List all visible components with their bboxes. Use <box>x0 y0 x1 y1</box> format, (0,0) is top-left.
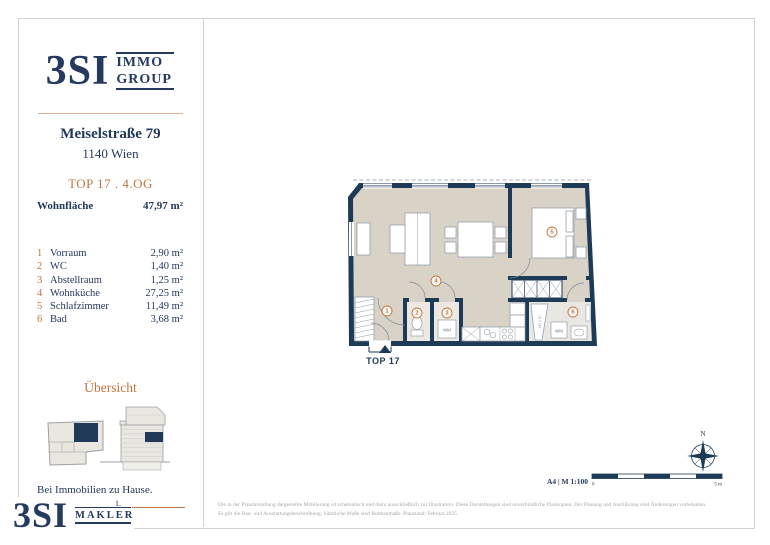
storage-fixtures <box>438 320 456 338</box>
marker-2 <box>412 308 422 318</box>
unit-label: TOP 17 <box>366 356 400 366</box>
overview-elevation <box>100 405 170 475</box>
logo-word-immo: IMMO <box>116 55 164 71</box>
disclaimer-line2: Es gilt die Bau- und Ausstattungsbeschreibung. Sämtliche Maße sind Rohbaumaße. Planstand: Februar 2025 <box>218 511 457 517</box>
brand-logo <box>40 42 180 100</box>
logo-rule-bottom <box>116 88 174 90</box>
compass-rose <box>685 428 721 474</box>
room-name: Schlafzimmer <box>50 301 109 313</box>
living-area-label: Wohnfläche <box>37 200 94 212</box>
bath-sink <box>571 326 587 339</box>
room-name: Wohnküche <box>50 287 100 299</box>
compass-star-icon <box>687 440 719 472</box>
brand-tagline: Bei Immobilien zu Hause. <box>37 484 153 496</box>
room-area: 3,68 m² <box>150 314 183 326</box>
dining-table <box>458 222 493 257</box>
brand-logo-subtext <box>116 52 174 90</box>
sideboard <box>357 223 370 255</box>
room-area: 11,49 m² <box>145 301 183 313</box>
compass-north-label: N <box>700 430 706 438</box>
nightstand <box>576 208 586 219</box>
floorplan-drawing <box>345 175 605 370</box>
room-number: 4 <box>37 287 43 299</box>
radiator <box>586 305 590 321</box>
svg-text:1: 1 <box>385 308 389 315</box>
room-number: 3 <box>37 274 43 286</box>
room-number: 2 <box>37 261 43 273</box>
disclaimer-line1: Die in der Plandarstellung dargestellte Möblierung ist schematisch und dient ausschließlich zur Illustration. Diese Darstellungen sind unverbindliche Plankopien. Der Planung und Ausführung sind Änderungen vorbehalten. <box>218 502 707 508</box>
room-area: 27,25 m² <box>145 287 183 299</box>
disclaimer <box>218 501 751 519</box>
accent-hairline <box>38 113 183 114</box>
brand-logo-text: 3SI <box>45 48 110 94</box>
unit-title: TOP 17 . 4.OG <box>68 176 153 191</box>
svg-text:2: 2 <box>415 310 419 317</box>
footer-logo-subtext <box>75 507 134 524</box>
svg-text:6: 6 <box>571 309 575 316</box>
wm-label: WM <box>443 327 451 333</box>
kitchen-tall-unit <box>510 315 525 327</box>
toilet <box>412 317 422 330</box>
room-name: Bad <box>50 314 67 326</box>
scale-bar <box>591 473 723 487</box>
room-name: WC <box>50 261 67 273</box>
entry-wardrobe <box>355 297 374 341</box>
living-area-row <box>37 200 183 212</box>
marker-6 <box>568 307 578 317</box>
room-row <box>37 287 183 300</box>
footnote-marker: 1. <box>115 499 121 508</box>
svg-text:3: 3 <box>445 310 449 317</box>
sofa-chaise <box>390 225 405 253</box>
footer-logo-text: 3SI <box>13 495 69 535</box>
room-area: 1,40 m² <box>150 261 183 273</box>
svg-text:4: 4 <box>434 278 438 285</box>
room-name: Vorraum <box>50 248 87 259</box>
room-list <box>37 247 183 327</box>
elevation-floor-highlight <box>145 432 163 442</box>
room-area: 2,90 m² <box>150 248 183 259</box>
shower-size-label: 140 x 90 <box>538 315 542 329</box>
chair <box>495 227 506 238</box>
pillow <box>566 211 573 232</box>
wc-fixtures <box>411 317 423 337</box>
room-row <box>37 247 183 260</box>
marker-3 <box>442 308 452 318</box>
kitchen-tall-unit <box>510 303 525 315</box>
logo-word-group: GROUP <box>116 71 172 87</box>
scale-label: A4 | M 1:100 <box>546 477 588 486</box>
scale-end: 5 m <box>714 482 722 487</box>
room-number: 6 <box>37 314 43 326</box>
living-area-value: 47,97 m² <box>143 200 183 212</box>
room-area: 1,25 m² <box>150 274 183 286</box>
siteplan-unit-highlight <box>74 423 98 442</box>
svg-text:5: 5 <box>550 229 554 236</box>
wm-label: WM <box>555 328 563 334</box>
chair <box>495 242 506 253</box>
toilet-tank <box>411 330 423 336</box>
nightstand <box>576 247 586 258</box>
address-city: 1140 Wien <box>82 146 139 161</box>
footer-word-makler: MAKLER <box>75 510 135 521</box>
room-number: 5 <box>37 301 43 313</box>
room-row <box>37 313 183 326</box>
chair <box>445 242 456 253</box>
footnote-line <box>132 507 185 508</box>
overview-title: Übersicht <box>84 380 137 395</box>
address-street: Meiselstraße 79 <box>60 126 161 142</box>
sidebar-divider <box>203 18 204 527</box>
chair <box>445 227 456 238</box>
room-row <box>37 260 183 273</box>
marker-5 <box>547 227 557 237</box>
overview-siteplan <box>46 419 106 467</box>
room-row <box>37 274 183 287</box>
room-number: 1 <box>37 248 43 259</box>
room-row <box>37 300 183 313</box>
scale-zero: 0 <box>592 482 595 487</box>
marker-1 <box>382 306 392 316</box>
marker-4 <box>431 276 441 286</box>
pillow <box>566 236 573 257</box>
room-name: Abstellraum <box>50 274 102 286</box>
closet-wardrobe <box>512 280 562 298</box>
